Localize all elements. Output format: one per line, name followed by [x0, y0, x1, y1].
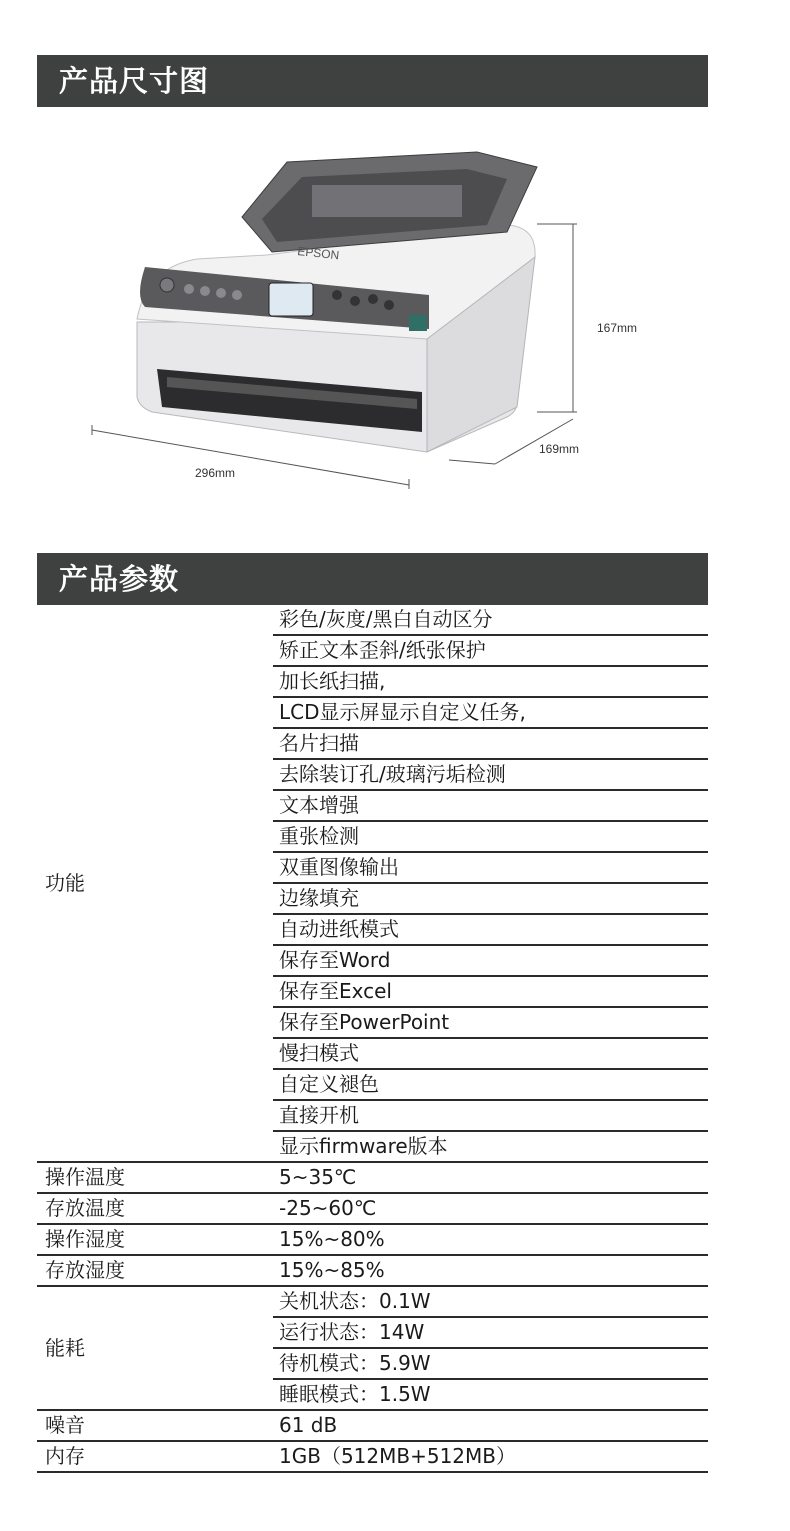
- spec-row-operating-temperature: [37, 1162, 708, 1193]
- spec-value-function-item: 保存至Excel: [273, 976, 708, 1007]
- spec-value-power-item: 待机模式：5.9W: [273, 1348, 708, 1379]
- spec-key-storage-temperature: 存放温度: [37, 1193, 273, 1224]
- spec-value-function-item: 自定义褪色: [273, 1069, 708, 1100]
- spec-key-noise: 噪音: [37, 1410, 273, 1441]
- spec-value-function-item: 去除装订孔/玻璃污垢检测: [273, 759, 708, 790]
- spec-value-storage-humidity: 15%~85%: [273, 1255, 708, 1286]
- spec-value-function-item: 慢扫模式: [273, 1038, 708, 1069]
- spec-value-function-item: 边缘填充: [273, 883, 708, 914]
- spec-value-function-item: 保存至Word: [273, 945, 708, 976]
- spec-row-function: [37, 605, 708, 635]
- height-dimension-label: 167mm: [597, 321, 638, 335]
- spec-key-storage-humidity: 存放湿度: [37, 1255, 273, 1286]
- scanner-image: [37, 107, 708, 527]
- spec-value-function-item: 彩色/灰度/黑白自动区分: [273, 605, 708, 635]
- spec-value-noise: 61 dB: [273, 1410, 708, 1441]
- spec-value-function-item: 矫正文本歪斜/纸张保护: [273, 635, 708, 666]
- spec-value-function-item: 加长纸扫描,: [273, 666, 708, 697]
- product-dimension-figure: [37, 107, 708, 527]
- spec-value-operating-humidity: 15%~80%: [273, 1224, 708, 1255]
- spec-row-memory: [37, 1441, 708, 1472]
- spec-value-function-item: 名片扫描: [273, 728, 708, 759]
- spec-value-power-item: 睡眠模式：1.5W: [273, 1379, 708, 1410]
- dimensions-section-title: 产品尺寸图: [37, 55, 708, 107]
- spec-value-function-item: 直接开机: [273, 1100, 708, 1131]
- spec-key-operating-temperature: 操作温度: [37, 1162, 273, 1193]
- spec-row-storage-temperature: [37, 1193, 708, 1224]
- spec-value-function-item: 自动进纸模式: [273, 914, 708, 945]
- spec-value-function-item: 保存至PowerPoint: [273, 1007, 708, 1038]
- spec-key-operating-humidity: 操作湿度: [37, 1224, 273, 1255]
- spec-key-function: 功能: [37, 605, 273, 1162]
- spec-value-function-item: LCD显示屏显示自定义任务,: [273, 697, 708, 728]
- spec-value-function-item: 文本增强: [273, 790, 708, 821]
- spec-row-operating-humidity: [37, 1224, 708, 1255]
- spec-table: [37, 605, 708, 1473]
- spec-row-storage-humidity: [37, 1255, 708, 1286]
- spec-value-operating-temperature: 5~35℃: [273, 1162, 708, 1193]
- spec-value-storage-temperature: -25~60℃: [273, 1193, 708, 1224]
- brand-logo: EPSON: [296, 244, 340, 263]
- width-dimension-label: 296mm: [195, 466, 236, 480]
- spec-value-function-item: 重张检测: [273, 821, 708, 852]
- spec-value-power-item: 运行状态：14W: [273, 1317, 708, 1348]
- spec-value-power-item: 关机状态：0.1W: [273, 1286, 708, 1317]
- depth-dimension-label: 169mm: [539, 442, 580, 456]
- spec-row-noise: [37, 1410, 708, 1441]
- spec-value-memory: 1GB（512MB+512MB）: [273, 1441, 708, 1472]
- spec-key-memory: 内存: [37, 1441, 273, 1472]
- spec-value-function-item: 双重图像输出: [273, 852, 708, 883]
- spec-value-function-item: 显示firmware版本: [273, 1131, 708, 1162]
- spec-key-power: 能耗: [37, 1286, 273, 1410]
- spec-row-power: [37, 1286, 708, 1317]
- specs-section-title: 产品参数: [37, 553, 708, 605]
